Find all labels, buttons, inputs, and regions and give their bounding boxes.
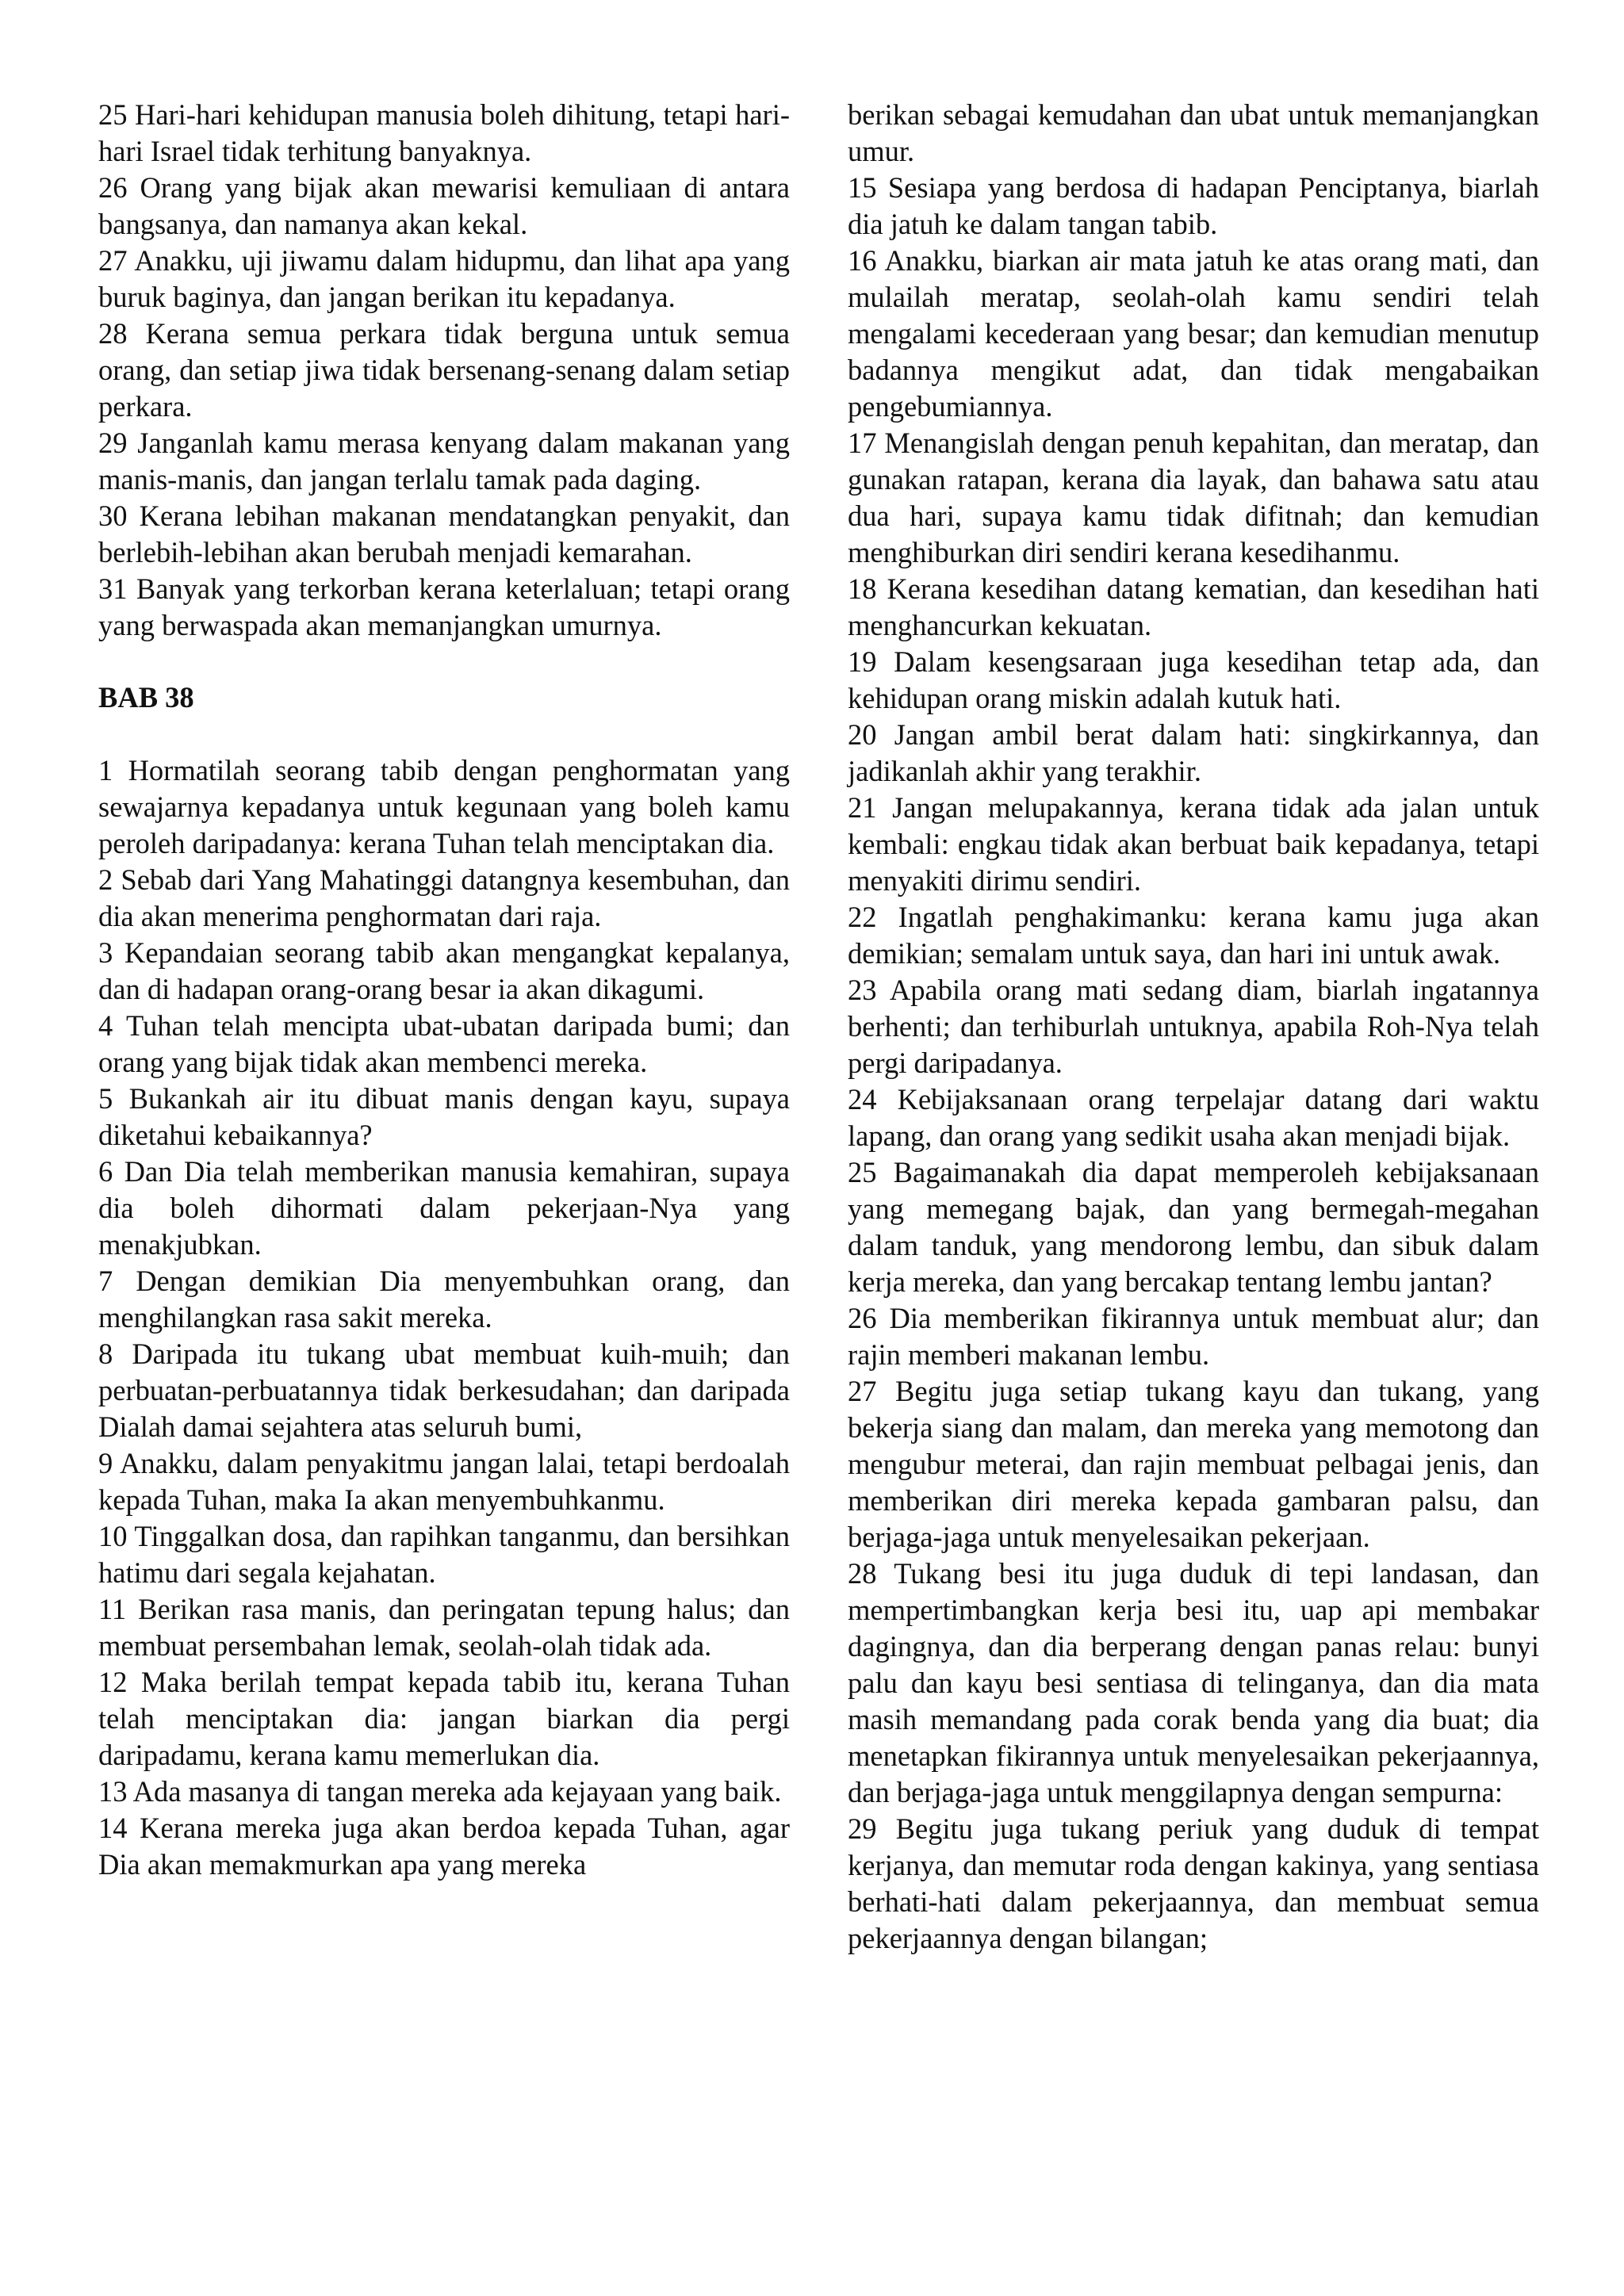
- verse-29: 29 Janganlah kamu merasa kenyang dalam makanan yang manis-manis, dan jangan terlalu tamak pada daging.: [98, 427, 790, 496]
- document-page: [98, 97, 1546, 2237]
- verse-27: 27 Anakku, uji jiwamu dalam hidupmu, dan lihat apa yang buruk baginya, dan jangan berikan itu kepadanya.: [98, 244, 790, 313]
- verse-38-12: 12 Maka berilah tempat kepada tabib itu, kerana Tuhan telah menciptakan dia: jangan biarkan dia pergi daripadamu, kerana kamu memerlukan dia.: [98, 1666, 790, 1771]
- verse-28: 28 Kerana semua perkara tidak berguna untuk semua orang, dan setiap jiwa tidak bersenang-senang dalam setiap perkara.: [98, 317, 790, 423]
- verse-38-15: 15 Sesiapa yang berdosa di hadapan Penciptanya, biarlah dia jatuh ke dalam tangan tabib.: [848, 171, 1539, 240]
- verse-38-22: 22 Ingatlah penghakimanku: kerana kamu juga akan demikian; semalam untuk saya, dan hari ini untuk awak.: [848, 901, 1539, 970]
- verse-38-13: 13 Ada masanya di tangan mereka ada kejayaan yang baik.: [98, 1775, 782, 1808]
- verse-31: 31 Banyak yang terkorban kerana keterlaluan; tetapi orang yang berwaspada akan memanjangkan umurnya.: [98, 572, 790, 641]
- verse-38-16: 16 Anakku, biarkan air mata jatuh ke atas orang mati, dan mulailah meratap, seolah-olah kamu sendiri telah mengalami kecederaan yang besar; dan kemudian menutup badannya mengikut adat, dan tidak mengabaikan pengebumiannya.: [848, 244, 1539, 423]
- verse-38-6: 6 Dan Dia telah memberikan manusia kemahiran, supaya dia boleh dihormati dalam pekerjaan-Nya yang menakjubkan.: [98, 1155, 790, 1261]
- verse-38-29: 29 Begitu juga tukang periuk yang duduk di tempat kerjanya, dan memutar roda dengan kakinya, yang sentiasa berhati-hati dalam pekerjaannya, dan membuat semua pekerjaannya dengan bilangan;: [848, 1812, 1539, 1954]
- verse-38-25: 25 Bagaimanakah dia dapat memperoleh kebijaksanaan yang memegang bajak, dan yang bermegah-megahan dalam tanduk, yang mendorong lembu, dan sibuk dalam kerja mereka, dan yang bercakap tentang lembu jantan?: [848, 1156, 1539, 1298]
- verse-38-28: 28 Tukang besi itu juga duduk di tepi landasan, dan mempertimbangkan kerja besi itu, uap api membakar dagingnya, dan dia berperang dengan panas relau: bunyi palu dan kayu besi sentiasa di telinganya, dan dia mata masih memandang pada corak benda yang dia buat; dia menetapkan fikirannya untuk menyelesaikan pekerjaannya, dan berjaga-jaga untuk menggilapnya dengan sempurna:: [848, 1557, 1539, 1808]
- verse-38-10: 10 Tinggalkan dosa, dan rapihkan tanganmu, dan bersihkan hatimu dari segala kejahatan.: [98, 1520, 790, 1589]
- left-column: [98, 97, 790, 1883]
- verse-38-3: 3 Kepandaian seorang tabib akan mengangkat kepalanya, dan di hadapan orang-orang besar ia akan dikagumi.: [98, 936, 790, 1005]
- verse-38-7: 7 Dengan demikian Dia menyembuhkan orang, dan menghilangkan rasa sakit mereka.: [98, 1265, 790, 1334]
- verse-25: 25 Hari-hari kehidupan manusia boleh dihitung, tetapi hari-hari Israel tidak terhitung banyaknya.: [98, 98, 790, 167]
- verse-38-27: 27 Begitu juga setiap tukang kayu dan tukang, yang bekerja siang dan malam, dan mereka yang memotong dan mengubur meterai, dan rajin membuat pelbagai jenis, dan memberikan diri mereka kepada gambaran palsu, dan berjaga-jaga untuk menyelesaikan pekerjaan.: [848, 1375, 1539, 1553]
- verse-38-9: 9 Anakku, dalam penyakitmu jangan lalai, tetapi berdoalah kepada Tuhan, maka Ia akan menyembuhkanmu.: [98, 1447, 790, 1516]
- verse-38-14-cont: berikan sebagai kemudahan dan ubat untuk memanjangkan umur.: [848, 98, 1539, 167]
- verse-30: 30 Kerana lebihan makanan mendatangkan penyakit, dan berlebih-lebihan akan berubah menjadi kemarahan.: [98, 499, 790, 568]
- verse-38-18: 18 Kerana kesedihan datang kematian, dan kesedihan hati menghancurkan kekuatan.: [848, 572, 1539, 641]
- verse-38-19: 19 Dalam kesengsaraan juga kesedihan tetap ada, dan kehidupan orang miskin adalah kutuk hati.: [848, 645, 1539, 714]
- chapter-heading: BAB 38: [98, 681, 194, 714]
- verse-38-17: 17 Menangislah dengan penuh kepahitan, dan meratap, dan gunakan ratapan, kerana dia layak, dan bahawa satu atau dua hari, supaya kamu tidak difitnah; dan kemudian menghiburkan diri sendiri kerana kesedihanmu.: [848, 427, 1539, 568]
- verse-38-26: 26 Dia memberikan fikirannya untuk membuat alur; dan rajin memberi makanan lembu.: [848, 1302, 1539, 1371]
- verse-38-1: 1 Hormatilah seorang tabib dengan penghormatan yang sewajarnya kepadanya untuk kegunaan yang boleh kamu peroleh daripadanya: kerana Tuhan telah menciptakan dia.: [98, 754, 790, 859]
- right-column: [848, 97, 1539, 1957]
- verse-38-2: 2 Sebab dari Yang Mahatinggi datangnya kesembuhan, dan dia akan menerima penghormatan dari raja.: [98, 863, 790, 932]
- verse-38-20: 20 Jangan ambil berat dalam hati: singkirkannya, dan jadikanlah akhir yang terakhir.: [848, 718, 1539, 787]
- verse-38-4: 4 Tuhan telah mencipta ubat-ubatan daripada bumi; dan orang yang bijak tidak akan membenci mereka.: [98, 1009, 790, 1078]
- verse-38-8: 8 Daripada itu tukang ubat membuat kuih-muih; dan perbuatan-perbuatannya tidak berkesudahan; dan daripada Dialah damai sejahtera atas seluruh bumi,: [98, 1337, 790, 1443]
- verse-26: 26 Orang yang bijak akan mewarisi kemuliaan di antara bangsanya, dan namanya akan kekal.: [98, 171, 790, 240]
- verse-38-24: 24 Kebijaksanaan orang terpelajar datang dari waktu lapang, dan orang yang sedikit usaha akan menjadi bijak.: [848, 1083, 1539, 1152]
- verse-38-23: 23 Apabila orang mati sedang diam, biarlah ingatannya berhenti; dan terhiburlah untuknya, apabila Roh-Nya telah pergi daripadanya.: [848, 974, 1539, 1079]
- verse-38-5: 5 Bukankah air itu dibuat manis dengan kayu, supaya diketahui kebaikannya?: [98, 1082, 790, 1151]
- verse-38-14: 14 Kerana mereka juga akan berdoa kepada Tuhan, agar Dia akan memakmurkan apa yang mereka: [98, 1812, 790, 1881]
- verse-38-21: 21 Jangan melupakannya, kerana tidak ada jalan untuk kembali: engkau tidak akan berbuat baik kepadanya, tetapi menyakiti dirimu sendiri.: [848, 791, 1539, 897]
- verse-38-11: 11 Berikan rasa manis, dan peringatan tepung halus; dan membuat persembahan lemak, seolah-olah tidak ada.: [98, 1593, 790, 1662]
